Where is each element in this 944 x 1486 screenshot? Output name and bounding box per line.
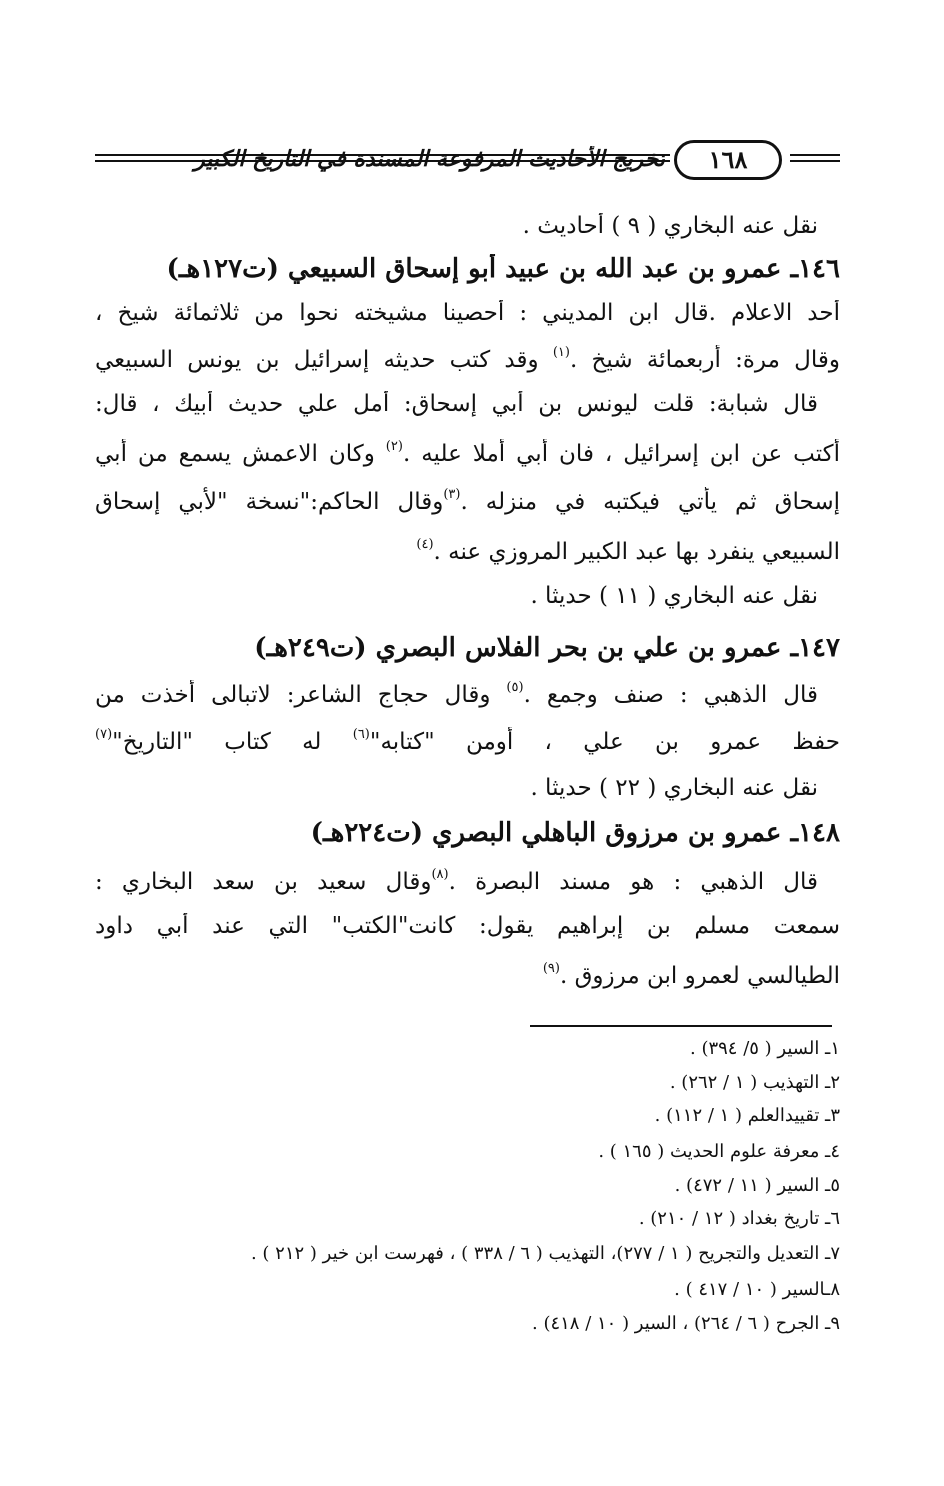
line-text-cont: وقد كتب حديثه إسرائيل بن يونس السبيعي bbox=[95, 347, 553, 373]
entry-heading bbox=[95, 818, 840, 848]
footnote-marker: (٢) bbox=[385, 439, 403, 454]
footnote: ٣ـ تقييدالعلم ( ١ / ١١٢) . bbox=[654, 1105, 840, 1126]
page-number: ١٦٨ bbox=[674, 140, 782, 180]
line-text: نقل عنه البخاري ( ٢٢ ) حديثا . bbox=[530, 775, 818, 801]
body-line bbox=[95, 775, 840, 801]
footnote-marker: (٧) bbox=[95, 727, 113, 742]
line-text-cont: وقال الحاكم:"نسخة "لأبي إسحاق bbox=[95, 489, 444, 515]
line-text: سمعت مسلم بن إبراهيم يقول: كانت"الكتب" التي عند أبي داود bbox=[95, 913, 840, 939]
footnote: ١ـ السير ( ٥/ ٣٩٤) . bbox=[690, 1038, 840, 1059]
body-line bbox=[95, 537, 840, 565]
line-text-cont: وقال سعيد بن سعد البخاري : bbox=[95, 869, 432, 895]
line-text: السبيعي ينفرد بها عبد الكبير المروزي عنه . bbox=[433, 539, 840, 565]
line-text: أحد الاعلام .قال ابن المديني : أحصينا مشيخته نحوا من ثلاثمائة شيخ ، bbox=[95, 300, 840, 326]
body-line bbox=[95, 961, 840, 989]
body-line bbox=[95, 680, 840, 708]
line-text-cont: وقال حجاج الشاعر: لاتبالى أخذت من bbox=[95, 682, 507, 708]
line-text: إسحاق ثم يأتي فيكتبه في منزله . bbox=[460, 489, 840, 515]
body-line bbox=[95, 300, 840, 326]
footnote: ٨ـالسير ( ١٠ / ٤١٧ ) . bbox=[674, 1279, 840, 1300]
line-text: نقل عنه البخاري ( ١١ ) حديثا . bbox=[530, 583, 818, 609]
line-text-cont: وكان الاعمش يسمع من أبي bbox=[95, 441, 386, 467]
body-line bbox=[95, 439, 840, 467]
footnote: ٧ـ التعديل والتجريح ( ١ / ٢٧٧)، التهذيب ( ٦ / ٣٣٨ ) ، فهرست ابن خير ( ٢١٢ ) . bbox=[250, 1243, 840, 1264]
line-text: ١٤٨ـ عمرو بن مرزوق الباهلي البصري (ت٢٢٤هـ) bbox=[310, 818, 840, 848]
footnote-separator bbox=[530, 1025, 832, 1027]
footnote: ٤ـ معرفة علوم الحديث ( ١٦٥ ) . bbox=[598, 1141, 840, 1162]
body-line bbox=[95, 913, 840, 939]
footnote: ٦ـ تاريخ بغداد ( ١٢ / ٢١٠) . bbox=[638, 1208, 840, 1229]
body-line bbox=[95, 867, 840, 895]
body-line bbox=[95, 345, 840, 373]
line-text: وقال مرة: أربعمائة شيخ . bbox=[569, 347, 840, 373]
footnote-marker: (٦) bbox=[352, 727, 370, 742]
footnote-marker: (٣) bbox=[443, 487, 461, 502]
footnote-marker: (٥) bbox=[506, 680, 524, 695]
line-text: قال الذهبي : هو مسند البصرة . bbox=[448, 869, 818, 895]
entry-heading bbox=[95, 633, 840, 663]
line-text: ١٤٧ـ عمرو بن علي بن بحر الفلاس البصري (ت٢٤٩هـ) bbox=[254, 633, 840, 663]
line-text-cont: له كتاب "التاريخ" bbox=[112, 729, 353, 755]
footnote-marker: (٨) bbox=[431, 867, 449, 882]
footnote: ٢ـ التهذيب ( ١ / ٢٦٢) . bbox=[669, 1072, 840, 1093]
footnote-marker: (١) bbox=[552, 345, 570, 360]
body-line bbox=[95, 727, 840, 755]
entry-heading bbox=[95, 254, 840, 284]
running-title: تخريج الأحاديث المرفوعة المسندة في التاريخ الكبير bbox=[194, 146, 665, 172]
footnote-marker: (٩) bbox=[542, 961, 560, 976]
body-line bbox=[95, 487, 840, 515]
running-header bbox=[95, 140, 840, 186]
line-text: الطيالسي لعمرو ابن مرزوق . bbox=[559, 963, 840, 989]
line-text: أكتب عن ابن إسرائيل ، فان أبي أملا عليه . bbox=[402, 441, 840, 467]
body-line bbox=[95, 213, 840, 239]
footnote: ٩ـ الجرح ( ٦ / ٢٦٤) ، السير ( ١٠ / ٤١٨) . bbox=[532, 1313, 840, 1334]
line-text: ١٤٦ـ عمرو بن عبد الله بن عبيد أبو إسحاق السبيعي (ت١٢٧هـ) bbox=[166, 254, 840, 284]
line-text: حفظ عمرو بن علي ، أومن "كتابه" bbox=[369, 729, 840, 755]
footnote: ٥ـ السير ( ١١ / ٤٧٢) . bbox=[674, 1175, 840, 1196]
header-rule-right bbox=[790, 140, 840, 162]
body-line bbox=[95, 391, 840, 417]
footnote-marker: (٤) bbox=[416, 537, 434, 552]
line-text: قال الذهبي : صنف وجمع . bbox=[523, 682, 819, 708]
line-text: نقل عنه البخاري ( ٩ ) أحاديث . bbox=[522, 213, 818, 239]
body-line bbox=[95, 583, 840, 609]
line-text: قال شبابة: قلت ليونس بن أبي إسحاق: أمل علي حديث أبيك ، قال: bbox=[95, 391, 818, 417]
